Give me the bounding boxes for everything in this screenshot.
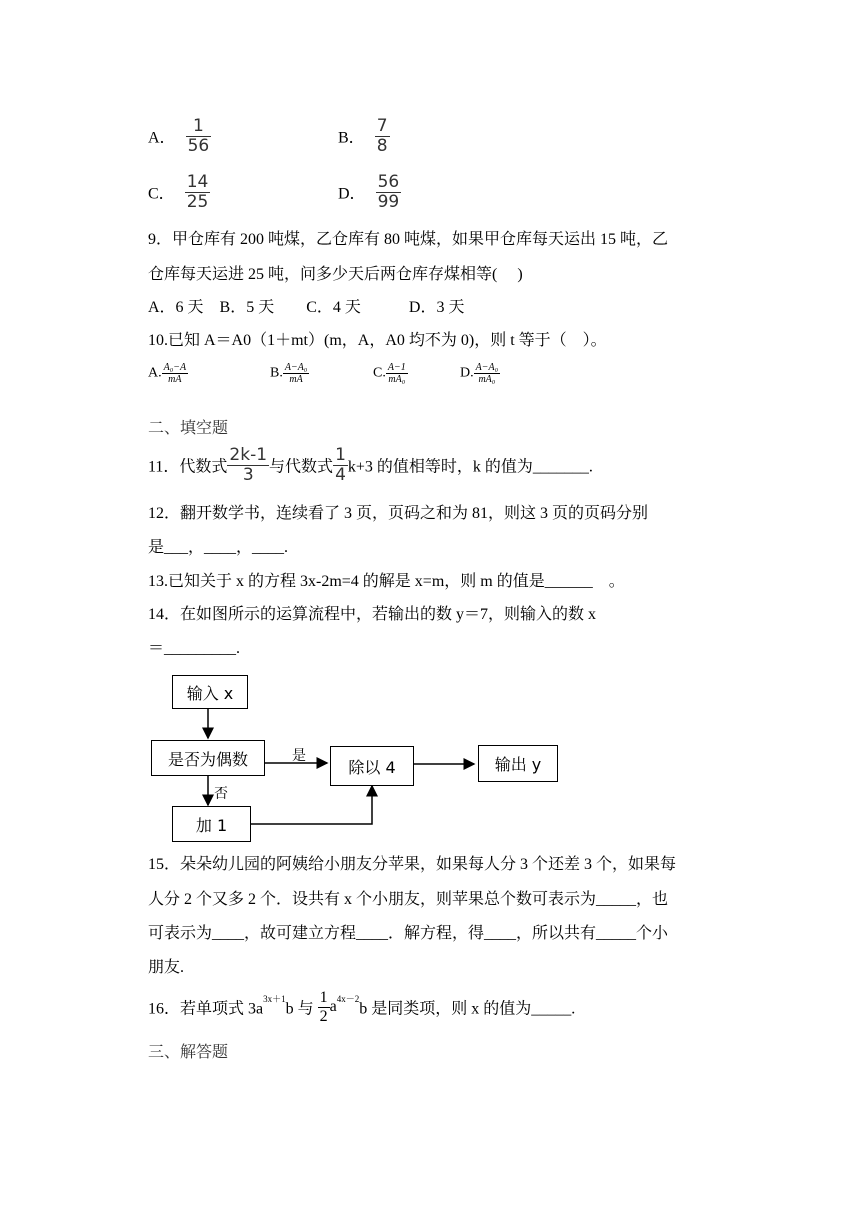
numerator: 14 [186, 172, 209, 192]
q10-option-c [373, 362, 408, 385]
numerator: 56 [377, 172, 400, 192]
q8-option-c [148, 173, 210, 211]
option-label: D． [338, 185, 366, 203]
section-heading-fill-in: 二、填空题 [148, 420, 229, 437]
option-label: B． [338, 129, 365, 147]
fraction [283, 362, 309, 385]
denominator: mA₀ [388, 374, 406, 385]
fraction [474, 362, 500, 385]
fraction [333, 446, 348, 484]
numerator: A−A₀ [284, 362, 308, 373]
fraction [318, 989, 330, 1025]
fraction [375, 117, 390, 155]
denominator: 8 [376, 135, 388, 156]
option-label: B. [270, 365, 283, 381]
numerator: A₀−A [163, 362, 187, 373]
q11-prefix: 11．代数式 [148, 458, 228, 476]
flow-box-input: 输入 x [172, 675, 248, 709]
numerator: 1 [186, 117, 212, 137]
q10-option-d [460, 362, 500, 385]
q14-line2: ＝_________. [148, 640, 241, 657]
q11-suffix: k+3 的值相等时，k 的值为_______. [347, 458, 593, 476]
flow-label-yes: 是 [292, 748, 306, 764]
q16 [148, 989, 575, 1025]
denominator: 25 [186, 191, 209, 212]
exponent: 3x＋1 [263, 993, 286, 1004]
q8-option-d [338, 173, 401, 211]
q9-options: A．6 天 B．5 天 C．4 天 D．3 天 [148, 299, 465, 316]
flow-label-no: 否 [214, 786, 228, 802]
arrow-add-to-divide [251, 786, 372, 824]
denominator: mA [168, 374, 182, 385]
q12-line1: 12．翻开数学书，连续看了 3 页，页码之和为 81，则这 3 页的页码分别 [148, 505, 649, 522]
q16-prefix: 16．若单项式 3a [148, 1000, 264, 1018]
q16-text: a [329, 998, 337, 1016]
flow-box-add: 加 1 [172, 806, 251, 842]
numerator: 7 [376, 116, 388, 136]
flow-box-check: 是否为偶数 [151, 740, 265, 776]
denominator: 4 [335, 464, 346, 485]
denominator: 99 [377, 191, 400, 212]
option-label: D. [460, 365, 474, 381]
fraction [376, 173, 402, 211]
section-heading-solve: 三、解答题 [148, 1044, 229, 1061]
q10-option-b [270, 362, 309, 385]
q12-line2: 是___，____，____. [148, 539, 289, 556]
q10-stem: 10.已知 A＝A0（1＋mt）(m，A，A0 均不为 0)，则 t 等于（ ）。 [148, 332, 607, 349]
q14-line1: 14．在如图所示的运算流程中，若输出的数 y＝7，则输入的数 x [148, 606, 597, 623]
denominator: mA [289, 374, 303, 385]
option-label: C. [373, 365, 386, 381]
exponent: 4x－2 [336, 993, 360, 1004]
denominator: 3 [242, 464, 254, 485]
q11-middle: 与代数式 [269, 458, 334, 476]
fraction [227, 446, 269, 484]
option-label: A. [148, 365, 162, 381]
q10-option-a [148, 362, 188, 385]
flow-box-output: 输出 y [478, 745, 558, 782]
q8-option-a [148, 117, 211, 155]
q11 [148, 446, 593, 484]
q13: 13.已知关于 x 的方程 3x-2m=4 的解是 x=m，则 m 的值是______ 。 [148, 573, 625, 590]
numerator: A−1 [387, 362, 406, 373]
numerator: A−A₀ [475, 362, 499, 373]
q15-line1: 15．朵朵幼儿园的阿姨给小朋友分苹果，如果每人分 3 个还差 3 个，如果每 [148, 856, 677, 873]
option-label: A． [148, 129, 176, 147]
option-label: C． [148, 185, 175, 203]
fraction [186, 117, 212, 155]
numerator: 2k-1 [229, 445, 268, 465]
numerator: 1 [319, 989, 328, 1006]
q16-text: b 与 [285, 1000, 314, 1018]
denominator: 2 [319, 1007, 328, 1025]
q16-suffix: b 是同类项，则 x 的值为_____. [359, 1000, 576, 1018]
fraction [162, 362, 188, 385]
fraction [185, 173, 211, 211]
q8-option-b [338, 117, 390, 155]
numerator: 1 [335, 445, 346, 465]
flow-box-divide: 除以 4 [330, 746, 414, 786]
q15-line3: 可表示为____，故可建立方程____．解方程，得____，所以共有_____个小 [148, 925, 669, 942]
denominator: 56 [187, 135, 210, 156]
q15-line2: 人分 2 个又多 2 个．设共有 x 个小朋友，则苹果总个数可表示为_____，也 [148, 891, 669, 908]
q9-line2: 仓库每天运进 25 吨，问多少天后两仓库存煤相等( ) [148, 266, 523, 283]
q15-line4: 朋友. [148, 959, 185, 976]
q9-line1: 9．甲仓库有 200 吨煤，乙仓库有 80 吨煤，如果甲仓库每天运出 15 吨，乙 [148, 231, 669, 248]
denominator: mA₀ [478, 374, 496, 385]
fraction [386, 362, 408, 385]
